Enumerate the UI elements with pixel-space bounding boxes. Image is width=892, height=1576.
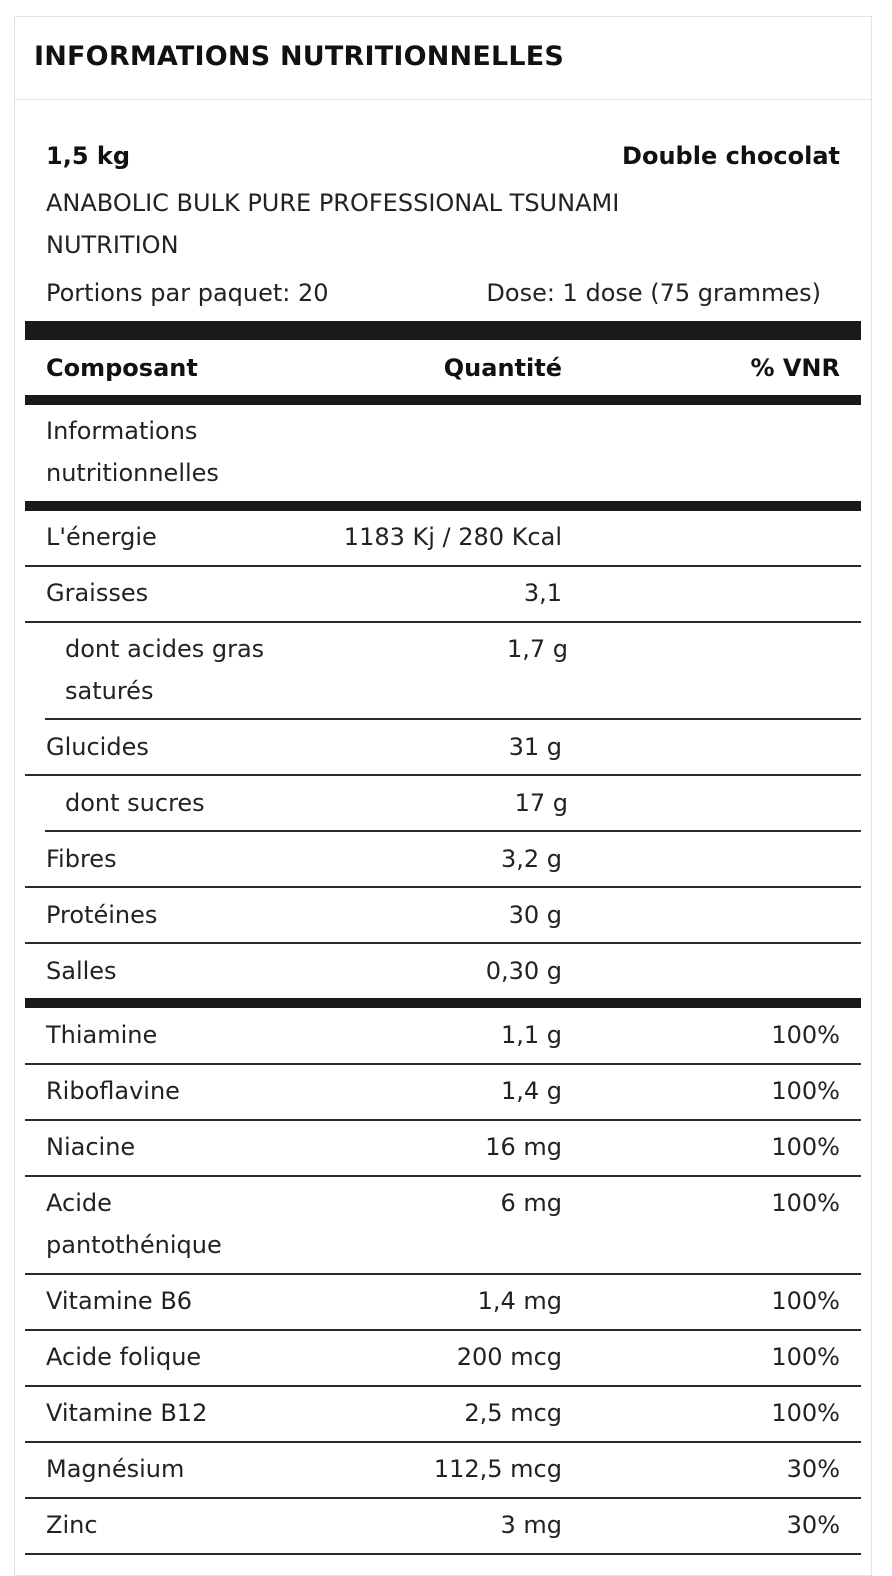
row-quantity: 1,4 g	[500, 1077, 562, 1105]
row-quantity: 3,2 g	[500, 845, 562, 873]
row-divider	[25, 774, 861, 776]
row-name-line2: saturés	[65, 677, 154, 705]
row-vnr: 100%	[771, 1021, 840, 1049]
row-divider	[25, 565, 861, 567]
header-component: Composant	[46, 354, 198, 382]
row-name: Acide folique	[46, 1343, 202, 1371]
product-weight: 1,5 kg	[46, 142, 131, 170]
product-name-line2: NUTRITION	[46, 231, 179, 259]
row-name: Vitamine B12	[46, 1399, 208, 1427]
row-vnr: 100%	[771, 1399, 840, 1427]
row-divider	[25, 1329, 861, 1331]
header-quantity: Quantité	[443, 354, 562, 382]
row-quantity: 3,1	[523, 579, 562, 607]
row-divider	[25, 1273, 861, 1275]
row-name: Protéines	[46, 901, 158, 929]
dose-size: Dose: 1 dose (75 grammes)	[486, 279, 821, 307]
row-name: Fibres	[46, 845, 117, 873]
row-name: Vitamine B6	[46, 1287, 193, 1315]
row-name: Zinc	[46, 1511, 98, 1539]
row-name: Glucides	[46, 733, 149, 761]
row-quantity: 6 mg	[500, 1189, 562, 1217]
row-quantity: 1183 Kj / 280 Kcal	[343, 523, 562, 551]
servings-per-package: Portions par paquet: 20	[46, 279, 329, 307]
row-quantity: 2,5 mcg	[464, 1399, 562, 1427]
header-vnr: % VNR	[750, 354, 840, 382]
vitamins-divider	[25, 998, 861, 1008]
row-quantity: 1,4 mg	[477, 1287, 562, 1315]
row-vnr: 100%	[771, 1287, 840, 1315]
row-divider	[45, 718, 861, 720]
row-quantity: 16 mg	[485, 1133, 562, 1161]
row-name: Magnésium	[46, 1455, 185, 1483]
row-name: L'énergie	[46, 523, 157, 551]
row-name: Thiamine	[46, 1021, 158, 1049]
panel-header	[15, 17, 871, 100]
row-quantity: 30 g	[508, 901, 562, 929]
row-name-line1: dont acides gras	[65, 635, 265, 663]
row-divider	[25, 1119, 861, 1121]
row-divider	[25, 942, 861, 944]
row-name-line2: pantothénique	[46, 1231, 222, 1259]
row-name-line1: Acide	[46, 1189, 112, 1217]
row-name: dont sucres	[65, 789, 205, 817]
row-name: Graisses	[46, 579, 149, 607]
row-quantity: 0,30 g	[485, 957, 562, 985]
section-label-line1: Informations	[46, 417, 198, 445]
row-quantity: 3 mg	[500, 1511, 562, 1539]
panel-title: INFORMATIONS NUTRITIONNELLES	[34, 41, 565, 72]
row-quantity: 200 mcg	[456, 1343, 562, 1371]
row-vnr: 100%	[771, 1077, 840, 1105]
row-divider	[25, 1175, 861, 1177]
product-flavor: Double chocolat	[622, 142, 840, 170]
table-top-bar	[25, 321, 861, 340]
row-quantity: 1,7 g	[506, 635, 568, 663]
row-divider	[25, 1385, 861, 1387]
row-vnr: 100%	[771, 1343, 840, 1371]
row-divider	[25, 886, 861, 888]
row-quantity: 17 g	[514, 789, 568, 817]
row-divider	[25, 1553, 861, 1555]
row-vnr: 30%	[786, 1511, 840, 1539]
row-name: Niacine	[46, 1133, 136, 1161]
row-vnr: 100%	[771, 1133, 840, 1161]
row-name: Salles	[46, 957, 117, 985]
section-label-line2: nutritionnelles	[46, 459, 219, 487]
row-quantity: 1,1 g	[500, 1021, 562, 1049]
row-vnr: 100%	[771, 1189, 840, 1217]
row-name: Riboflavine	[46, 1077, 180, 1105]
row-divider	[45, 830, 861, 832]
row-divider	[25, 1441, 861, 1443]
header-divider	[25, 395, 861, 405]
section-divider	[25, 501, 861, 511]
row-divider	[25, 621, 861, 623]
row-divider	[25, 1497, 861, 1499]
row-quantity: 112,5 mcg	[433, 1455, 562, 1483]
row-quantity: 31 g	[508, 733, 562, 761]
product-name-line1: ANABOLIC BULK PURE PROFESSIONAL TSUNAMI	[46, 189, 620, 217]
row-vnr: 30%	[786, 1455, 840, 1483]
row-divider	[25, 1063, 861, 1065]
